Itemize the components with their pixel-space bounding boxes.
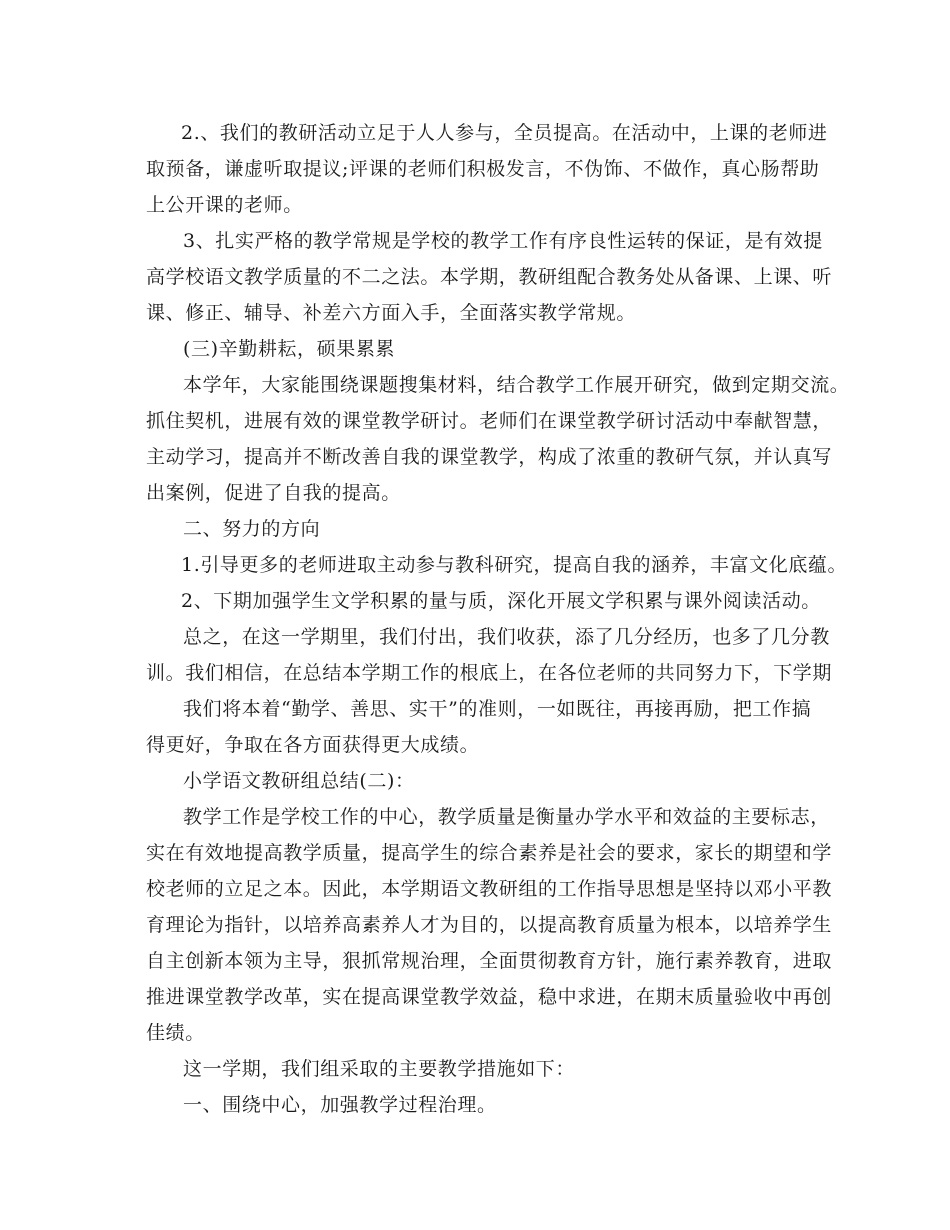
- paragraph-line: 这一学期，我们组采取的主要教学措施如下：: [183, 1058, 576, 1080]
- paragraph-line: 校老师的立足之本。因此，本学期语文教研组的工作指导思想是坚持以邓小平教: [146, 878, 833, 900]
- paragraph-line: 出案例，促进了自我的提高。: [146, 482, 401, 504]
- paragraph-line: 课、修正、辅导、补差六方面入手，全面落实教学常规。: [146, 302, 637, 324]
- paragraph-line: 育理论为指针，以培养高素养人才为目的，以提高教育质量为根本，以培养学生: [146, 914, 833, 936]
- paragraph-line: 主动学习，提高并不断改善自我的课堂教学，构成了浓重的教研气氛，并认真写: [146, 446, 833, 468]
- paragraph-line: 推进课堂教学改革，实在提高课堂教学效益，稳中求进，在期末质量验收中再创: [146, 986, 833, 1008]
- section-heading: 二、努力的方向: [183, 518, 321, 540]
- paragraph-line: 高学校语文教学质量的不二之法。本学期，教研组配合教务处从备课、上课、听: [146, 266, 833, 288]
- paragraph-line: 抓住契机，进展有效的课堂教学研讨。老师们在课堂教学研讨活动中奉献智慧，: [146, 410, 833, 432]
- paragraph-line: 3、扎实严格的教学常规是学校的教学工作有序良性运转的保证，是有效提: [183, 230, 823, 252]
- paragraph-line: 1.引导更多的老师进取主动参与教科研究，提高自我的涵养，丰富文化底蕴。: [181, 554, 848, 576]
- paragraph-line: 实在有效地提高教学质量，提高学生的综合素养是社会的要求，家长的期望和学: [146, 842, 833, 864]
- paragraph-line: 我们将本着“勤学、善思、实干”的准则，一如既往，再接再励，把工作搞: [183, 698, 812, 720]
- paragraph-line: 总之，在这一学期里，我们付出，我们收获，添了几分经历，也多了几分教: [183, 626, 830, 648]
- section-heading: (三)辛勤耕耘，硕果累累: [183, 338, 396, 360]
- paragraph-line: 2、下期加强学生文学积累的量与质，深化开展文学积累与课外阅读活动。: [181, 590, 821, 612]
- section-heading: 一、围绕中心，加强教学过程治理。: [183, 1094, 497, 1116]
- paragraph-line: 上公开课的老师。: [146, 194, 303, 216]
- paragraph-line: 佳绩。: [146, 1022, 205, 1044]
- paragraph-line: 取预备，谦虚听取提议;评课的老师们积极发言，不伪饰、不做作，真心肠帮助: [146, 158, 820, 180]
- paragraph-line: 本学年，大家能围绕课题搜集材料，结合教学工作展开研究，做到定期交流。: [183, 374, 850, 396]
- section-heading: 小学语文教研组总结(二)：: [183, 770, 415, 792]
- paragraph-line: 自主创新本领为主导，狠抓常规治理，全面贯彻教育方针，施行素养教育，进取: [146, 950, 833, 972]
- paragraph-line: 得更好，争取在各方面获得更大成绩。: [146, 734, 480, 756]
- paragraph-line: 训。我们相信，在总结本学期工作的根底上，在各位老师的共同努力下，下学期: [146, 662, 833, 684]
- paragraph-line: 教学工作是学校工作的中心，教学质量是衡量办学水平和效益的主要标志，: [183, 806, 830, 828]
- paragraph-line: 2.、我们的教研活动立足于人人参与，全员提高。在活动中，上课的老师进: [181, 122, 828, 144]
